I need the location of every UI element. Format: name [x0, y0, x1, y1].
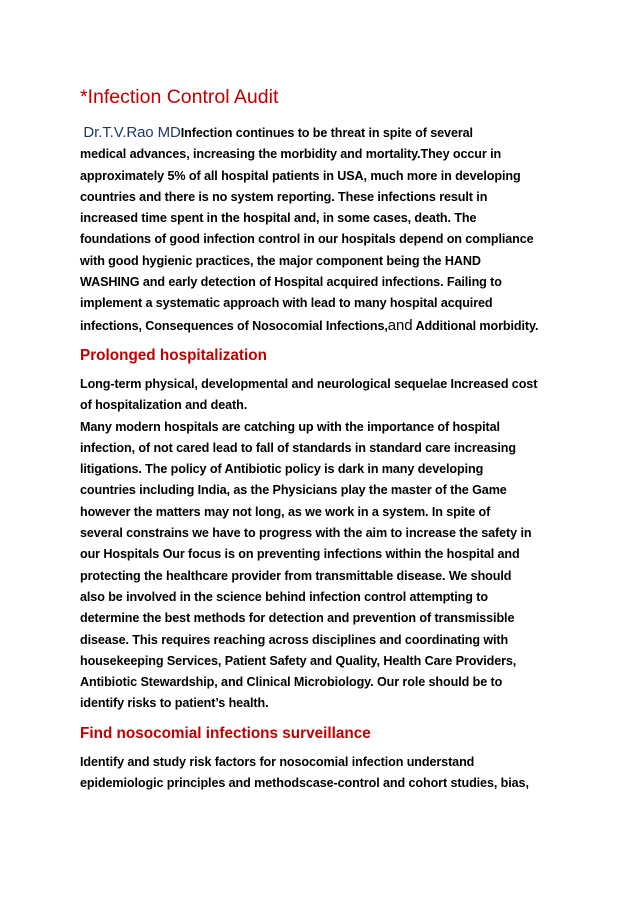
intro-line: increased time spent in the hospital and, in some cases, death. The — [80, 211, 477, 226]
section1-line: Long-term physical, developmental and neurological sequelae Increased cost — [80, 376, 538, 391]
section1-line: infection, of not cared lead to fall of standards in standard care increasing — [80, 440, 516, 455]
section1-line: our Hospitals Our focus is on preventing infections within the hospital and — [80, 547, 520, 562]
section1-line: protecting the healthcare provider from transmittable disease. We should — [80, 568, 512, 583]
intro-line: implement a systematic approach with lead to many hospital acquired — [80, 296, 493, 311]
section2-paragraph — [80, 752, 568, 795]
intro-line-1-text: Infection continues to be threat in spite of several — [180, 126, 473, 140]
section1-line: litigations. The policy of Antibiotic policy is dark in many developing — [80, 462, 484, 477]
section1-line: however the matters may not long, as we work in a system. In spite of — [80, 504, 491, 519]
section1-line: Antibiotic Stewardship, and Clinical Microbiology. Our role should be to — [80, 675, 503, 690]
intro-last-after: Additional morbidity. — [412, 318, 539, 333]
intro-paragraph — [80, 122, 568, 337]
section1-line: of hospitalization and death. — [80, 398, 248, 413]
intro-last-and: and — [387, 316, 413, 334]
section2-line: Identify and study risk factors for nosocomial infection understand — [80, 754, 475, 769]
intro-line: approximately 5% of all hospital patients in USA, much more in developing — [80, 168, 521, 183]
section1-line: housekeeping Services, Patient Safety and Quality, Health Care Providers, — [80, 653, 517, 668]
intro-line: with good hygienic practices, the major component being the HAND — [80, 253, 481, 268]
section-heading-surveillance: Find nosocomial infections surveillance — [80, 724, 371, 742]
intro-line: countries and there is no system reporting. These infections result in — [80, 189, 488, 204]
section1-line: also be involved in the science behind infection control attempting to — [80, 589, 488, 604]
intro-line: medical advances, increasing the morbidity and mortality.They occur in — [80, 147, 502, 162]
intro-last-before: infections, Consequences of Nosocomial Infections, — [80, 318, 388, 333]
section1-paragraph — [80, 374, 568, 715]
title-asterisk: * — [80, 86, 88, 108]
section1-line: Many modern hospitals are catching up with the importance of hospital — [80, 419, 500, 434]
section-heading-prolonged-hospitalization: Prolonged hospitalization — [80, 346, 267, 364]
section1-line: countries including India, as the Physicians play the master of the Game — [80, 483, 507, 498]
intro-line: WASHING and early detection of Hospital acquired infections. Failing to — [80, 275, 502, 290]
document-body — [80, 84, 568, 794]
title-text: Infection Control Audit — [87, 86, 279, 108]
intro-last-line — [80, 315, 568, 337]
section1-line: determine the best methods for detection and prevention of transmissible — [80, 611, 515, 626]
document-title — [80, 84, 568, 110]
intro-line-1 — [80, 122, 568, 144]
intro-line: foundations of good infection control in our hospitals depend on compliance — [80, 232, 534, 247]
section1-line: identify risks to patient’s health. — [80, 696, 269, 711]
section1-line: disease. This requires reaching across disciplines and coordinating with — [80, 632, 509, 647]
section1-line: several constrains we have to progress with the aim to increase the safety in — [80, 526, 532, 541]
section2-line: epidemiologic principles and methodscase-control and cohort studies, bias, — [80, 776, 529, 791]
author-name: Dr.T.V.Rao MD — [83, 124, 181, 141]
